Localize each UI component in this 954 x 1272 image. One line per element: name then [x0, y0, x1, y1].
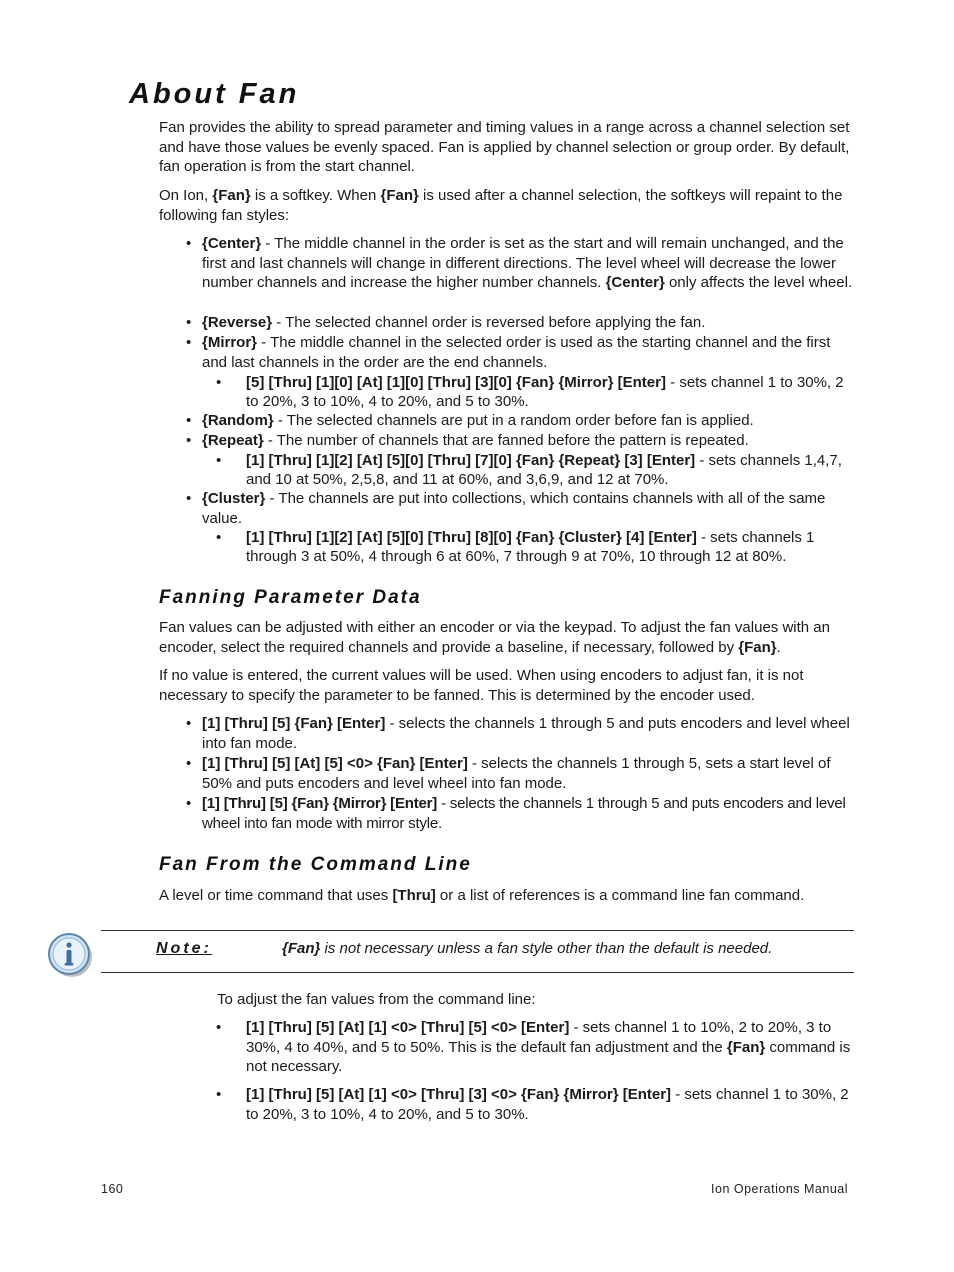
note-text: {Fan} is not necessary unless a fan style other than the default is needed.	[282, 940, 773, 957]
fanning-paragraph-1: Fan values can be adjusted with either an encoder or via the keypad. To adjust the fan values with an encoder, select the required channels and provide a baseline, if necessary, followed by {Fan}.	[159, 619, 830, 656]
list-item-fan-mirror: • [1] [Thru] [5] {Fan} {Mirror} [Enter] - selects the channels 1 through 5 and puts encoders and level wheel into fan mode with mirror style.	[186, 795, 846, 832]
fanning-paragraph-2: If no value is entered, the current values will be used. When using encoders to adjust fan, it is not necessary to specify the parameter to be fanned. This is determined by the encoder used.	[159, 667, 804, 704]
list-item-mirror: • {Mirror} - The middle channel in the selected order is used as the starting channel and the first and last channels in the order are the end channels.	[186, 334, 831, 371]
list-item-repeat: • {Repeat} - The number of channels that are fanned before the pattern is repeated.	[186, 432, 749, 449]
command-line-paragraph: A level or time command that uses [Thru] or a list of references is a command line fan command.	[159, 887, 805, 904]
note-top-rule	[101, 930, 854, 931]
list-item-random: • {Random} - The selected channels are put in a random order before fan is applied.	[186, 412, 754, 429]
list-item-default-fan: • [1] [Thru] [5] [At] [1] <0> [Thru] [5] <0> [Enter] - sets channel 1 to 10%, 2 to 20%, 3 to 30%, 4 to 40%, and 5 to 50%. This is the default fan adjustment and the {Fan} command is not necessary.	[216, 1019, 851, 1075]
note-label: Note:	[156, 940, 212, 957]
list-item-cluster: • {Cluster} - The channels are put into collections, which contains channels with all of the same value.	[186, 490, 826, 527]
page-number: 160	[101, 1182, 124, 1196]
adjust-lead-paragraph: To adjust the fan values from the command line:	[217, 991, 536, 1008]
list-item-repeat-example: • [1] [Thru] [1][2] [At] [5][0] [Thru] [7][0] {Fan} {Repeat} [3] [Enter] - sets channels 1,4,7, and 10 at 50%, 2,5,8, and 11 at 60%, and 3,6,9, and 12 at 70%.	[216, 452, 842, 488]
list-item-cluster-example: • [1] [Thru] [1][2] [At] [5][0] [Thru] [8][0] {Fan} {Cluster} [4] [Enter] - sets channels 1 through 3 at 50%, 4 through 6 at 60%, 7 through 9 at 70%, 10 through 12 at 80%.	[216, 529, 815, 565]
section-heading-command-line: Fan From the Command Line	[159, 854, 472, 875]
section-heading-fanning: Fanning Parameter Data	[159, 587, 422, 608]
page-title: About Fan	[129, 78, 300, 110]
manual-title: Ion Operations Manual	[711, 1182, 848, 1196]
intro-paragraph: Fan provides the ability to spread parameter and timing values in a range across a channel selection set and have those values be evenly spaced. Fan is applied by channel selection or group order. By default, fan operation is from the start channel.	[159, 119, 850, 175]
list-item-reverse: • {Reverse} - The selected channel order is reversed before applying the fan.	[186, 314, 706, 331]
list-item-fan-enter: • [1] [Thru] [5] {Fan} [Enter] - selects the channels 1 through 5 and puts encoders and level wheel into fan mode.	[186, 715, 850, 752]
list-item-center: • {Center} - The middle channel in the order is set as the start and will remain unchanged, and the first and last channels will change in different directions. The level wheel will decrease the lower number channels and increase the higher number channels. {Center} only affects the level wheel.	[186, 235, 853, 291]
list-item-mirror-example: • [5] [Thru] [1][0] [At] [1][0] [Thru] [3][0] {Fan} {Mirror} [Enter] - sets channel 1 to 30%, 2 to 20%, 3 to 10%, 4 to 20%, and 5 to 30%.	[216, 374, 844, 410]
list-item-fan-at: • [1] [Thru] [5] [At] [5] <0> {Fan} [Enter] - selects the channels 1 through 5, sets a start level of 50% and puts encoders and level wheel into fan mode.	[186, 755, 831, 792]
info-icon	[48, 933, 94, 979]
note-bottom-rule	[101, 972, 854, 973]
list-item-mirror-fan: • [1] [Thru] [5] [At] [1] <0> [Thru] [3] <0> {Fan} {Mirror} [Enter] - sets channel 1 to 30%, 2 to 20%, 3 to 10%, 4 to 20%, and 5 to 30%.	[216, 1086, 849, 1123]
ion-softkey-paragraph: On Ion, {Fan} is a softkey. When {Fan} is used after a channel selection, the softkeys will repaint to the following fan styles:	[159, 187, 843, 224]
